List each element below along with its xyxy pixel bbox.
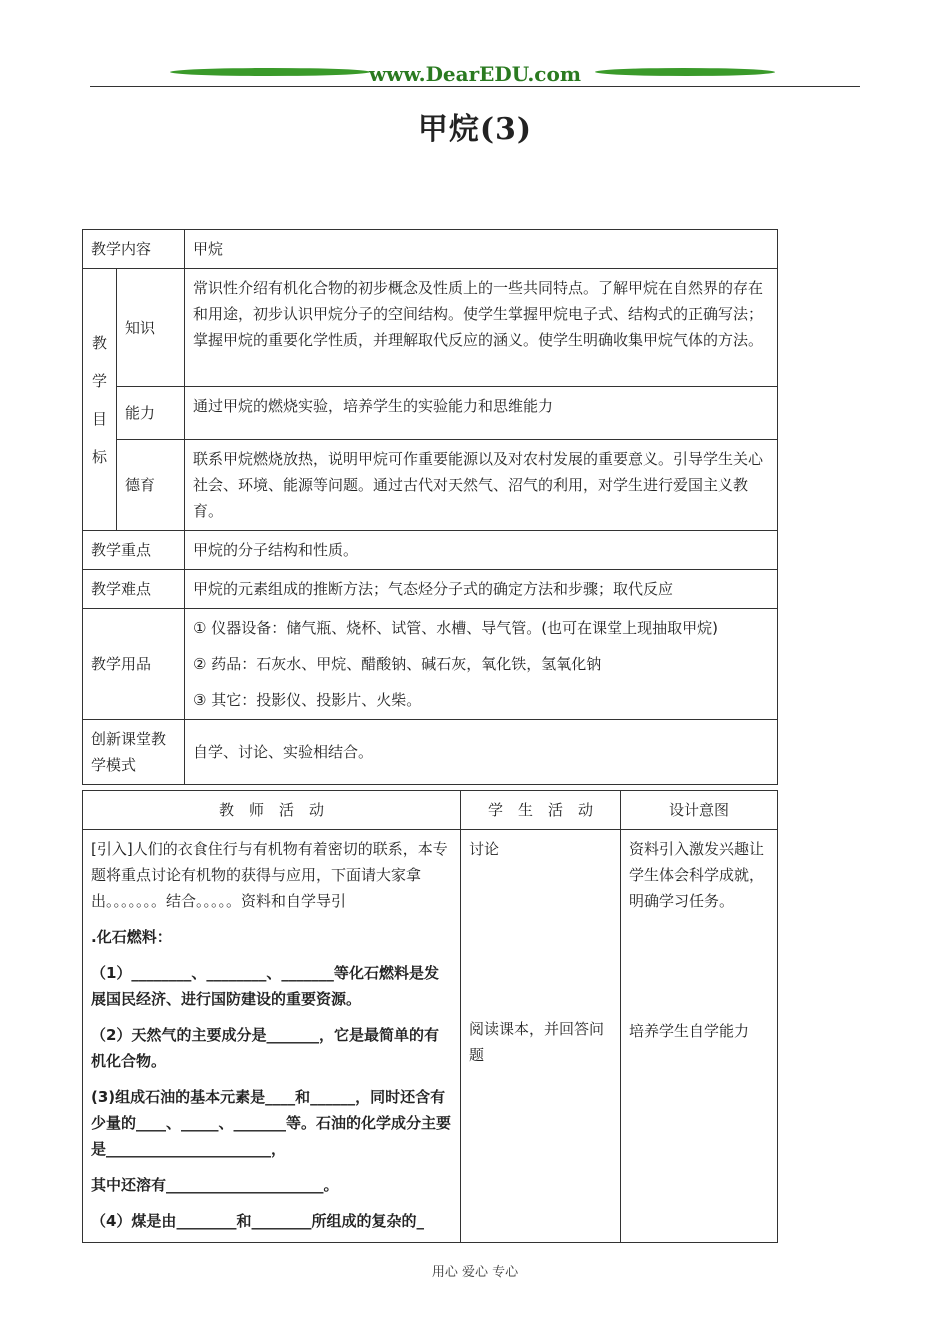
header-intent: 设计意图: [621, 791, 778, 830]
content-value: 甲烷: [185, 230, 778, 269]
header-student: 学 生 活 动: [461, 791, 621, 830]
teacher-activity: [83, 830, 461, 1243]
ability-text: 通过甲烷的燃烧实验，培养学生的实验能力和思维能力: [185, 387, 778, 440]
difficulty-label: 教学难点: [83, 570, 185, 609]
mode-text: 自学、讨论、实验相结合。: [185, 720, 778, 785]
student-a2: 阅读课本，并回答问题: [469, 1020, 605, 1064]
row-mode: [83, 720, 778, 785]
row-content: [83, 230, 778, 269]
content-label: 教学内容: [83, 230, 185, 269]
lesson-plan-table: [82, 229, 778, 785]
page-header: [90, 58, 860, 90]
teacher-intro: [引入]人们的衣食住行与有机物有着密切的联系，本专题将重点讨论有机物的获得与应用，下面请大家拿出。。。。。。。结合。。。。。资料和自学导引: [91, 840, 448, 910]
header-rule: [90, 86, 860, 87]
teacher-q2: （2）天然气的主要成分是_______，它是最简单的有机化合物。: [91, 1026, 439, 1070]
row-knowledge: [83, 269, 778, 387]
moral-text: 联系甲烷燃烧放热，说明甲烷可作重要能源以及对农村发展的重要意义。引导学生关心社会、环境、能源等问题。通过古代对天然气、沼气的利用，对学生进行爱国主义教育。: [185, 440, 778, 531]
teacher-q1: （1）________、________、_______等化石燃料是发展国民经济、进行国防建设的重要资源。: [91, 964, 439, 1008]
goals-label-char: 教: [91, 333, 107, 352]
goals-label-text: [87, 324, 112, 476]
student-activity: [461, 830, 621, 1243]
row-moral: [83, 440, 778, 531]
focus-text: 甲烷的分子结构和性质。: [185, 531, 778, 570]
focus-label: 教学重点: [83, 531, 185, 570]
intent-i2: 培养学生自学能力: [629, 1022, 750, 1040]
material-item: ① 仪器设备：储气瓶、烧杯、试管、水槽、导气管。(也可在课堂上现抽取甲烷): [193, 619, 718, 637]
intent-i1: 资料引入激发兴趣让学生体会科学成就，明确学习任务。: [629, 840, 765, 910]
material-item: ② 药品：石灰水、甲烷、醋酸钠、碱石灰，氧化铁，氢氧化钠: [193, 655, 602, 673]
page-title: 甲烷(3): [417, 112, 533, 147]
ability-label: 能力: [117, 387, 185, 440]
mode-label: 创新课堂教学模式: [83, 720, 185, 785]
goals-label: [83, 269, 117, 531]
activity-header-row: [83, 791, 778, 830]
header-brand: www.DearEDU.com: [368, 62, 581, 86]
teacher-q3b: 其中还溶有_____________________。: [91, 1176, 339, 1194]
teacher-q4: （4）煤是由________和________所组成的复杂的_: [91, 1212, 424, 1230]
goals-label-char: 标: [91, 447, 107, 466]
row-ability: [83, 387, 778, 440]
teacher-q3a: (3)组成石油的基本元素是____和______，同时还含有少量的____、_____、_______等。石油的化学成分主要是______________________，: [91, 1088, 452, 1158]
row-focus: [83, 531, 778, 570]
student-a1: 讨论: [469, 840, 500, 858]
knowledge-label: 知识: [117, 269, 185, 387]
materials-cell: [185, 609, 778, 720]
page-footer: 用心 爱心 专心: [431, 1265, 519, 1280]
header-teacher: 教 师 活 动: [83, 791, 461, 830]
teacher-section: .化石燃料：: [91, 928, 172, 946]
difficulty-text: 甲烷的元素组成的推断方法；气态烃分子式的确定方法和步骤；取代反应: [185, 570, 778, 609]
design-intent: [621, 830, 778, 1243]
goals-label-char: 学: [91, 371, 107, 390]
goals-label-char: 目: [91, 409, 107, 428]
material-item: ③ 其它：投影仪、投影片、火柴。: [193, 691, 422, 709]
activity-row: [83, 830, 778, 1243]
row-materials: [83, 609, 778, 720]
activity-table: [82, 790, 778, 1243]
materials-label: 教学用品: [83, 609, 185, 720]
moral-label: 德育: [117, 440, 185, 531]
row-difficulty: [83, 570, 778, 609]
knowledge-text: 常识性介绍有机化合物的初步概念及性质上的一些共同特点。了解甲烷在自然界的存在和用途，初步认识甲烷分子的空间结构。使学生掌握甲烷电子式、结构式的正确写法；掌握甲烷的重要化学性质，并理解取代反应的涵义。使学生明确收集甲烷气体的方法。: [185, 269, 778, 387]
